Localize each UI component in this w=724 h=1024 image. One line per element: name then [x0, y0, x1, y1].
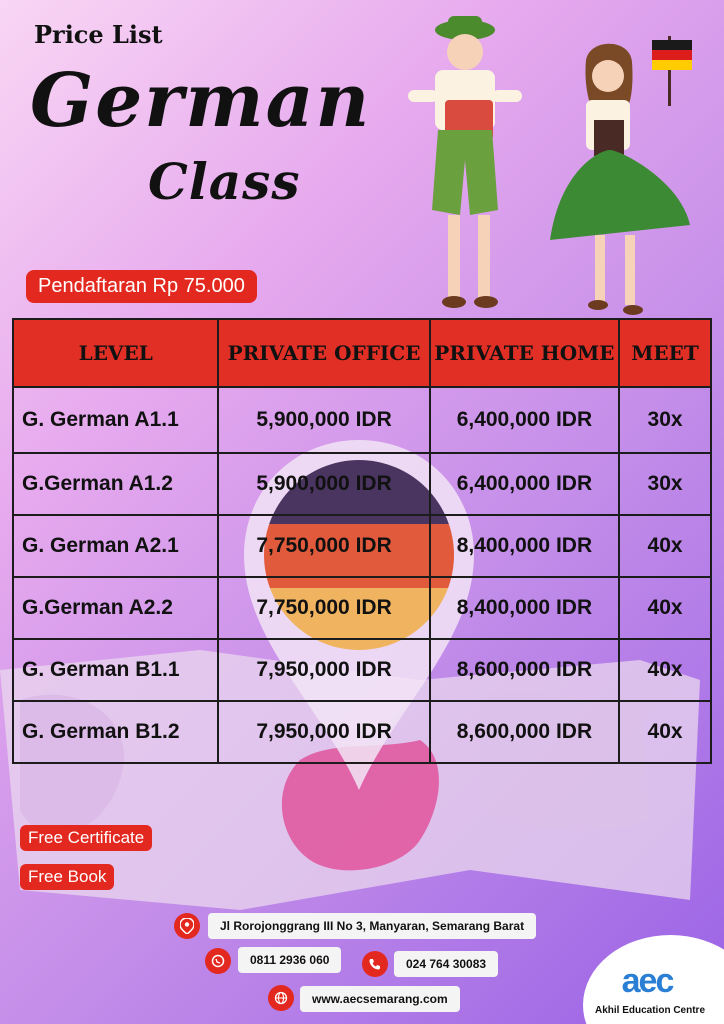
table-row — [13, 701, 711, 763]
header-private-office: PRIVATE OFFICE — [218, 319, 429, 387]
aec-logo-name: Akhil Education Centre — [594, 1005, 705, 1016]
address-text: Jl Rorojonggrang III No 3, Manyaran, Semarang Barat — [208, 913, 536, 939]
registration-fee: Pendaftaran Rp 75.000 — [26, 270, 257, 303]
globe-icon — [268, 985, 294, 1011]
header-private-home: PRIVATE HOME — [430, 319, 619, 387]
free-book-badge: Free Book — [20, 864, 114, 890]
price-table — [12, 318, 712, 764]
whatsapp-icon — [205, 948, 231, 974]
header-level: LEVEL — [13, 319, 218, 387]
meet-cell: 30x — [619, 453, 711, 515]
price-list-label: Price List — [34, 20, 163, 49]
home-price-cell: 6,400,000 IDR — [430, 453, 619, 515]
office-price-cell: 7,750,000 IDR — [218, 577, 429, 639]
home-price-cell: 8,600,000 IDR — [430, 701, 619, 763]
website-url[interactable]: www.aecsemarang.com — [300, 986, 460, 1012]
meet-cell: 40x — [619, 515, 711, 577]
home-price-cell: 8,400,000 IDR — [430, 515, 619, 577]
phone-icon — [362, 951, 388, 977]
meet-cell: 30x — [619, 387, 711, 453]
meet-cell: 40x — [619, 639, 711, 701]
level-cell: G. German A2.1 — [13, 515, 218, 577]
home-price-cell: 8,400,000 IDR — [430, 577, 619, 639]
home-price-cell: 6,400,000 IDR — [430, 387, 619, 453]
phone-number: 024 764 30083 — [394, 951, 498, 977]
free-certificate-badge: Free Certificate — [20, 825, 152, 851]
page-title: German — [30, 58, 372, 144]
office-price-cell: 5,900,000 IDR — [218, 387, 429, 453]
level-cell: G.German A1.2 — [13, 453, 218, 515]
level-cell: G. German A1.1 — [13, 387, 218, 453]
office-price-cell: 7,950,000 IDR — [218, 701, 429, 763]
table-row — [13, 453, 711, 515]
home-price-cell: 8,600,000 IDR — [430, 639, 619, 701]
level-cell: G.German A2.2 — [13, 577, 218, 639]
office-price-cell: 7,950,000 IDR — [218, 639, 429, 701]
table-row — [13, 577, 711, 639]
office-price-cell: 5,900,000 IDR — [218, 453, 429, 515]
page-subtitle: Class — [148, 152, 301, 211]
meet-cell: 40x — [619, 701, 711, 763]
dancers-illustration — [390, 10, 720, 320]
office-price-cell: 7,750,000 IDR — [218, 515, 429, 577]
level-cell: G. German B1.1 — [13, 639, 218, 701]
table-row — [13, 639, 711, 701]
meet-cell: 40x — [619, 577, 711, 639]
level-cell: G. German B1.2 — [13, 701, 218, 763]
table-row — [13, 515, 711, 577]
whatsapp-number: 0811 2936 060 — [238, 947, 341, 973]
table-row — [13, 387, 711, 453]
aec-logo-mark: aec — [621, 962, 673, 1000]
location-icon — [174, 913, 200, 939]
header-meet: MEET — [619, 319, 711, 387]
